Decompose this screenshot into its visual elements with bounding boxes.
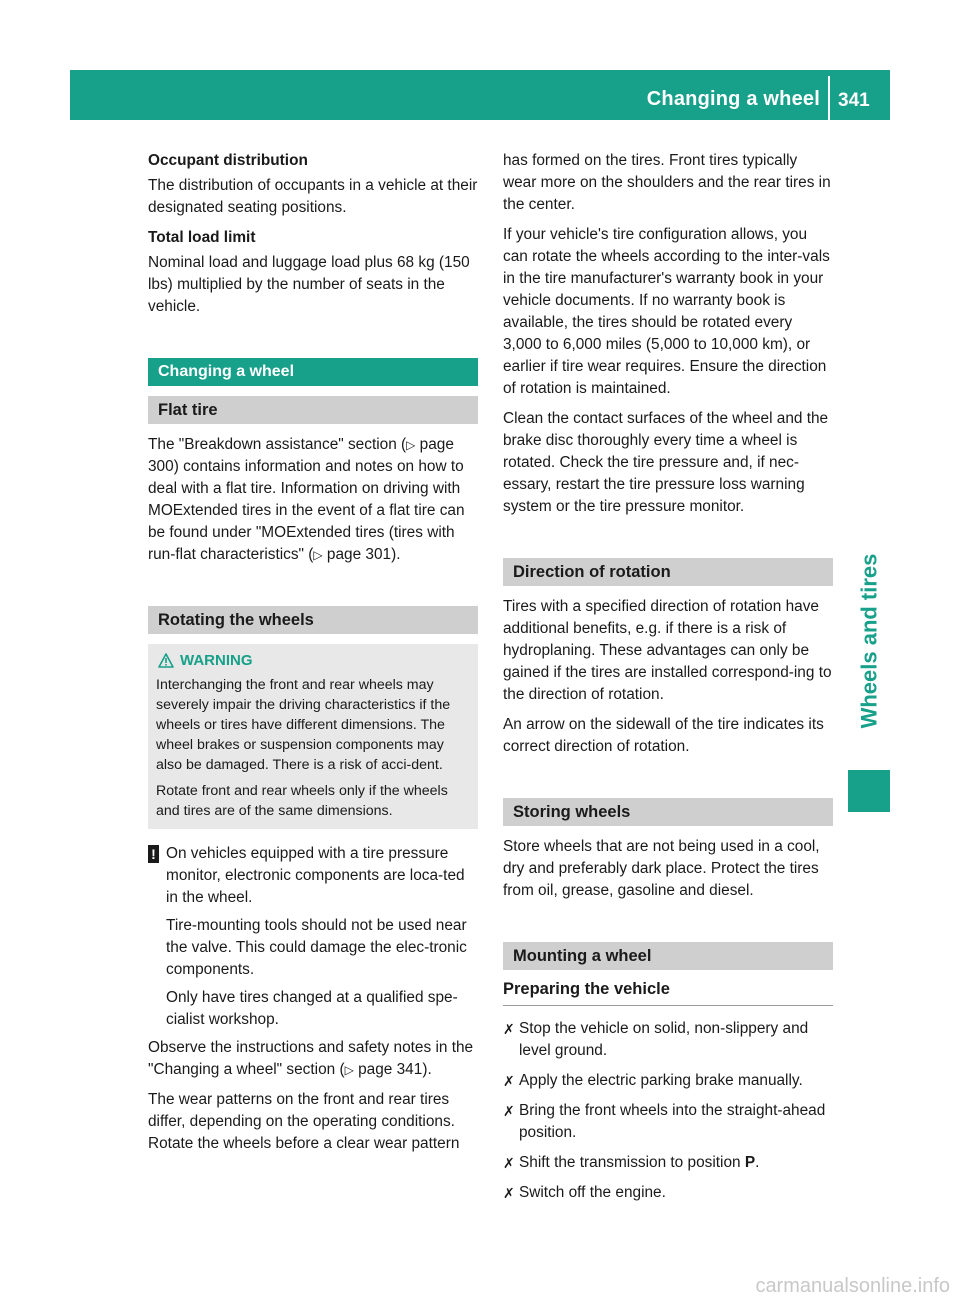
right-column xyxy=(503,150,833,1212)
list-item xyxy=(503,1070,833,1092)
wear-text: The wear patterns on the front and rear tires differ, depending on the operating conditions. Rotate the wheels before a clear wear pattern xyxy=(148,1091,460,1152)
warning-text-2: Rotate front and rear wheels only if the wheels and tires are of the same dimensions. xyxy=(156,783,448,819)
section-storing-wheels: Storing wheels xyxy=(503,798,833,826)
observe-text-a: Observe the instructions and safety notes in the "Changing a wheel" section ( xyxy=(148,1039,474,1078)
step-position-p: P xyxy=(744,1154,756,1171)
clean-text: Clean the contact surfaces of the wheel and the brake disc thoroughly every time a wheel is rotated. Check the tire pressure and, if nec-essary, restart the tire pressure loss warning system or the tire pressure monitor. xyxy=(503,410,829,515)
occupant-text: The distribution of occupants in a vehicle at their designated seating positions. xyxy=(148,177,478,216)
step-text: Bring the front wheels into the straight-ahead position. xyxy=(519,1102,826,1141)
side-tab-marker xyxy=(848,770,890,812)
list-item xyxy=(503,1100,833,1144)
section-direction-of-rotation: Direction of rotation xyxy=(503,558,833,586)
side-tab-label: Wheels and tires xyxy=(856,553,881,729)
x-bullet-icon: ✗ xyxy=(503,1021,515,1037)
left-column xyxy=(148,150,478,1163)
steps-list xyxy=(503,1018,833,1204)
direction-text-2: An arrow on the sidewall of the tire indicates its correct direction of rotation. xyxy=(503,716,824,755)
step-text: Switch off the engine. xyxy=(519,1184,666,1201)
x-bullet-icon: ✗ xyxy=(503,1103,515,1119)
page-ref-arrow-icon: ▷ xyxy=(313,548,323,562)
direction-text-1: Tires with a specified direction of rotation have additional benefits, e.g. if there is a risk of hydroplaning. These advantages can only be gained if the tires are installed correspond-ing to the direction of rotation. xyxy=(503,598,832,703)
list-item xyxy=(503,1152,833,1174)
page-number: 341 xyxy=(838,90,870,111)
total-load-label: Total load limit xyxy=(148,229,256,246)
section-rotating-the-wheels: Rotating the wheels xyxy=(148,606,478,634)
page-link-300[interactable]: page 300 xyxy=(148,436,454,475)
list-item xyxy=(503,1182,833,1204)
observe-text xyxy=(148,1037,478,1081)
flat-tire-text xyxy=(148,434,478,566)
header-title: Changing a wheel xyxy=(646,88,820,110)
header-divider xyxy=(828,76,830,120)
step-text: Apply the electric parking brake manually. xyxy=(519,1072,803,1089)
note-text-1: On vehicles equipped with a tire pressure monitor, electronic components are loca-ted in the wheel. xyxy=(166,845,465,906)
page-ref-arrow-icon: ▷ xyxy=(406,438,416,452)
storing-text: Store wheels that are not being used in a cool, dry and preferably dark place. Protect the tires from oil, grease, gasoline and diesel. xyxy=(503,838,820,899)
x-bullet-icon: ✗ xyxy=(503,1155,515,1171)
warning-header xyxy=(158,652,470,669)
warning-text-1: Interchanging the front and rear wheels may severely impair the driving characteristics if the wheels or tires have different dimensions. The wheel brakes or suspension components may also be damaged. There is a risk of acci-dent. xyxy=(156,677,451,773)
warning-triangle-icon xyxy=(158,653,174,668)
flat-tire-text-a: The "Breakdown assistance" section ( xyxy=(148,436,407,453)
warning-title: WARNING xyxy=(180,652,253,669)
config-text: If your vehicle's tire configuration allows, you can rotate the wheels according to the inter-vals in the tire manufacturer's warranty book in your vehicle documents. If no warranty book is available, the tires should be rotated every 3,000 to 6,000 miles (5,000 to 10,000 km), or earlier if tire wear requires. Ensure the direction of rotation is maintained. xyxy=(503,226,830,397)
list-item xyxy=(503,1018,833,1062)
total-load-text: Nominal load and luggage load plus 68 kg (150 lbs) multiplied by the number of seats in the vehicle. xyxy=(148,254,470,315)
note-text-2: Tire-mounting tools should not be used near the valve. This could damage the elec-tronic components. xyxy=(166,917,467,978)
note-block xyxy=(148,843,478,1031)
watermark: carmanualsonline.info xyxy=(755,1275,950,1297)
side-tab xyxy=(848,528,890,754)
preparing-heading: Preparing the vehicle xyxy=(503,980,833,1006)
step-text-a: Shift the transmission to position xyxy=(519,1154,745,1171)
page-link-301[interactable]: page 301 xyxy=(326,546,392,563)
header-bar xyxy=(70,70,890,120)
x-bullet-icon: ✗ xyxy=(503,1073,515,1089)
wear-text-continued: has formed on the tires. Front tires typically wear more on the shoulders and the rear tires in the center. xyxy=(503,152,831,213)
section-changing-a-wheel: Changing a wheel xyxy=(148,358,478,386)
page-link-341[interactable]: page 341 xyxy=(358,1061,423,1078)
step-text-b: . xyxy=(755,1154,760,1171)
section-mounting-a-wheel: Mounting a wheel xyxy=(503,942,833,970)
warning-box xyxy=(148,644,478,829)
flat-tire-text-b: ) contains information and notes on how to deal with a flat tire. Information on driving with MOExtended tires in the event of a flat tire can be found under "MOExtended tires (tires with run-flat characteristics" ( xyxy=(148,458,465,563)
page-ref-arrow-icon: ▷ xyxy=(344,1063,354,1077)
x-bullet-icon: ✗ xyxy=(503,1185,515,1201)
exclamation-icon: ! xyxy=(148,845,159,863)
flat-tire-text-c: ). xyxy=(391,546,401,563)
note-text-3: Only have tires changed at a qualified spe-cialist workshop. xyxy=(166,989,458,1028)
observe-text-b: ). xyxy=(422,1061,432,1078)
occupant-label: Occupant distribution xyxy=(148,152,308,169)
section-flat-tire: Flat tire xyxy=(148,396,478,424)
step-text: Stop the vehicle on solid, non-slippery and level ground. xyxy=(519,1020,809,1059)
